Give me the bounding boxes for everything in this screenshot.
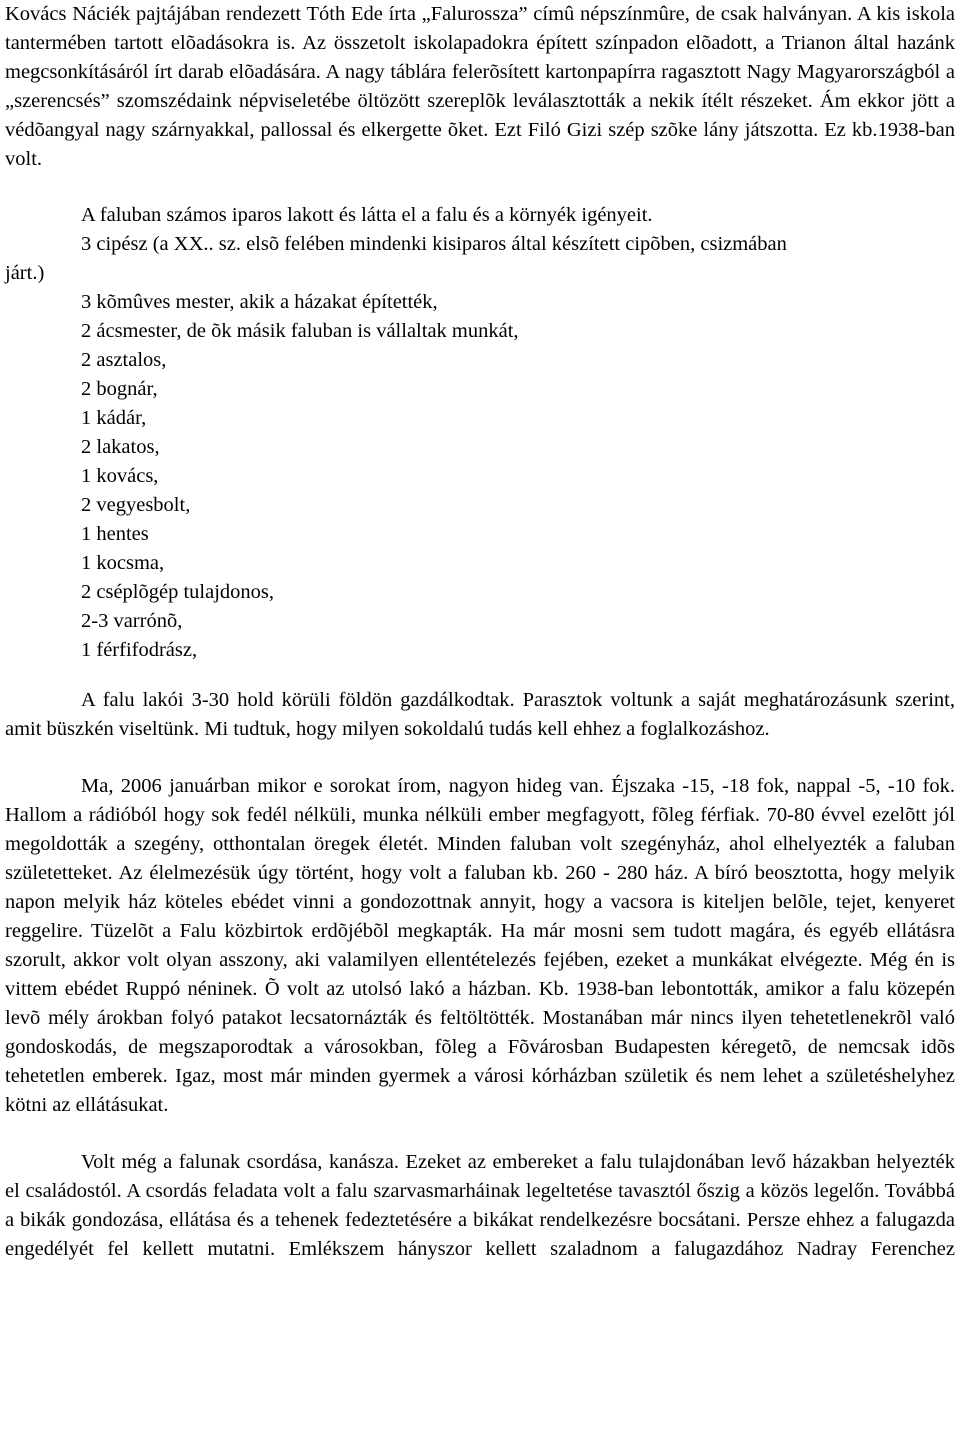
list-item: 2 cséplõgép tulajdonos,	[81, 581, 275, 603]
list-item: 2 bognár,	[81, 378, 158, 400]
shoemaker-line: 3 cipész (a XX.. sz. elsõ felében mindenki kisiparos által készített cipõben, csizmában	[81, 233, 787, 255]
crafts-list	[5, 288, 955, 665]
list-item: 3 kõmûves mester, akik a házakat építették,	[81, 291, 438, 313]
list-item: 1 hentes	[81, 523, 149, 545]
list-item: 2 ácsmester, de õk másik faluban is vállaltak munkát,	[81, 320, 519, 342]
spacer	[5, 1120, 955, 1148]
shoemaker-wrap: járt.)	[5, 262, 45, 284]
list-item: 2 vegyesbolt,	[81, 494, 191, 516]
list-item: 2 lakatos,	[81, 436, 160, 458]
herders-paragraph: Volt még a falunak csordása, kanásza. Ezeket az embereket a falu tulajdonában levő házakban helyezték el családostól. A csordás feladata volt a falu szarvasmarháinak legeltetése tavasztól őszig a közös legelőn. Továbbá a bikák gondozása, ellátása és a tehenek fedeztetésére a bikákat rendelkezésre bocsátani. Persze ehhez a falugazda engedélyét fel kellett mutatni. Emlékszem hányszor kellett szaladnom a falugazdához Nadray Ferenchez	[5, 1151, 955, 1260]
farmers-paragraph: A falu lakói 3-30 hold körüli földön gazdálkodtak. Parasztok voltunk a saját meghatározásunk szerint, amit büszkén viseltünk. Mi tudtuk, hogy milyen sokoldalú tudás kell ehhez a foglalkozáshoz.	[5, 689, 955, 740]
list-item: 2-3 varrónõ,	[81, 610, 183, 632]
spacer	[5, 665, 955, 686]
spacer	[5, 744, 955, 772]
crafts-intro: A faluban számos iparos lakott és látta el a falu és a környék igényeit.	[81, 204, 653, 226]
list-item: 2 asztalos,	[81, 349, 167, 371]
list-item: 1 férfifodrász,	[81, 639, 198, 661]
list-item: 1 kádár,	[81, 407, 147, 429]
spacer	[5, 174, 955, 201]
intro-paragraph: Kovács Náciék pajtájában rendezett Tóth Ede írta „Falurossza” címû népszínmûre, de csak halványan. A kis iskola tantermében tartott elõadásokra is. Az összetolt iskolapadokra épített színpadon elõadott, a Trianon által hazánk megcsonkításáról írt darab elõadására. A nagy táblára felerõsített kartonpapírra ragasztott Nagy Magyarországból a „szerencsés” szomszédaink népviseletébe öltözött szereplõk leválasztották a nekik ítélt részeket. Ám ekkor jött a védõangyal nagy szárnyakkal, pallossal és elkergette õket. Ezt Filó Gizi szép szõke lány játszotta. Ez kb.1938-ban volt.	[5, 3, 955, 170]
list-item: 1 kovács,	[81, 465, 159, 487]
list-item: 1 kocsma,	[81, 552, 165, 574]
document-page	[5, 0, 955, 1264]
winter-paragraph: Ma, 2006 januárban mikor e sorokat írom, nagyon hideg van. Éjszaka -15, -18 fok, nappal -5, -10 fok. Hallom a rádióból hogy sok fedél nélküli, munka nélküli ember megfagyott, fõleg férfiak. 70-80 évvel ezelõtt jól megoldották a szegény, otthontalan öregek életét. Minden faluban volt szegényház, ahol elhelyezték a faluban születetteket. Az élelmezésük úgy történt, hogy volt a faluban kb. 260 - 280 ház. A bíró beosztotta, hogy melyik napon melyik ház köteles ebédet vinni a gondozottnak annyit, hogy a vacsora is kiteljen belõle, tejet, kenyeret reggelire. Tüzelõt a Falu közbirtok erdõjébõl megkapták. Ha már mosni sem tudott magára, és egyéb ellátásra szorult, akkor volt olyan asszony, aki valamilyen ellentételezés fejében, ezeket a munkákat elvégezte. Még én is vittem ebédet Ruppó néninek. Õ volt az utolsó lakó a házban. Kb. 1938-ban lebontották, amikor a falu közepén levõ mély árokban folyó patakot lecsatornázták és feltöltötték. Mostanában már nincs ilyen tehetetlenekrõl való gondoskodás, de megszaporodtak a városokban, fõleg a Fõvárosban Budapesten kéregetõ, de nemcsak idõs tehetetlen emberek. Igaz, most már minden gyermek a városi kórházban születik és nem lehet a születéshelyhez kötni az ellátásukat.	[5, 775, 955, 1116]
